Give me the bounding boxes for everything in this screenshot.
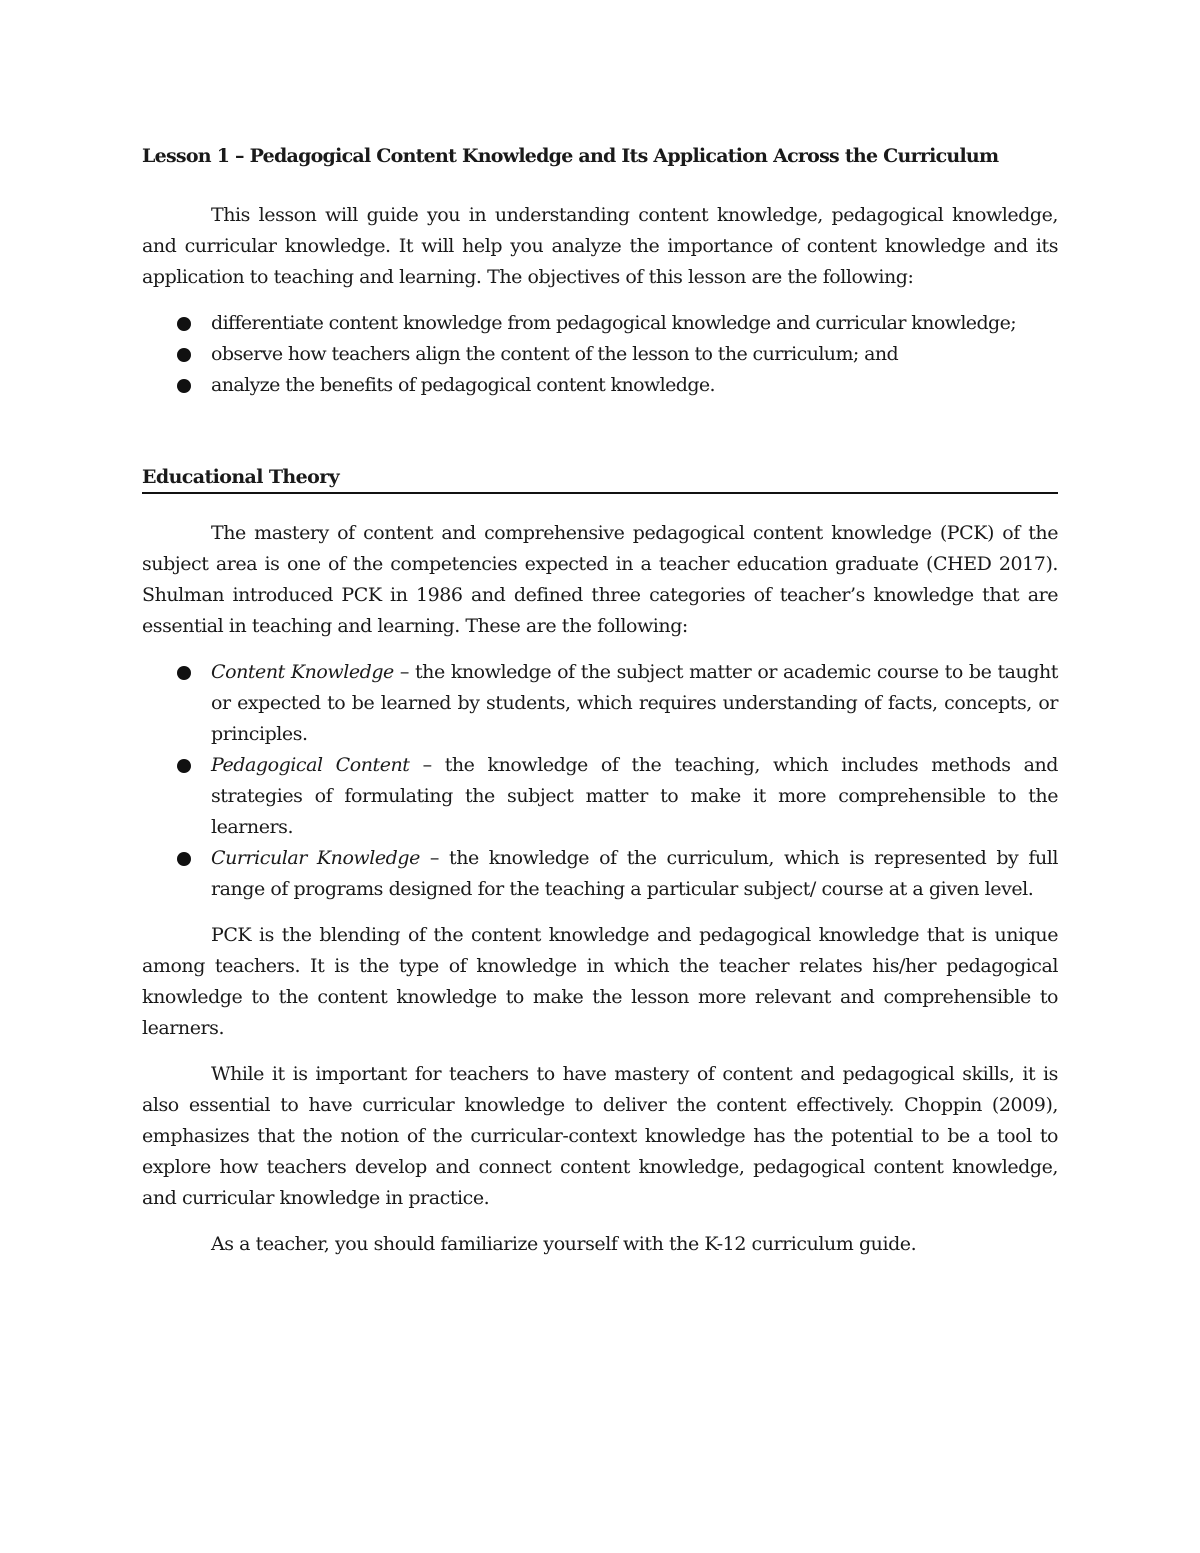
objective-text: observe how teachers align the content of the lesson to the curriculum; and [211, 343, 899, 365]
category-term: Content Knowledge [211, 661, 394, 683]
objective-item [142, 370, 1058, 401]
lesson-title: Lesson 1 – Pedagogical Content Knowledge and Its Application Across the Curriculum [142, 145, 999, 167]
bullet-icon [177, 852, 191, 866]
category-term: Pedagogical Content [211, 754, 410, 776]
theory-paragraph-3: While it is important for teachers to have mastery of content and pedagogical skills, it is also essential to have curricular knowledge to deliver the content effectively. Choppin (2009), emphasizes that the notion of the curricular-context knowledge has the potential to be a tool to explore how teachers develop and connect content knowledge, pedagogical content knowledge, and curricular knowledge in practice. [142, 1063, 1058, 1209]
theory-paragraph-4: As a teacher, you should familiarize yourself with the K-12 curriculum guide. [211, 1233, 917, 1255]
knowledge-categories-list [142, 657, 1058, 905]
objective-item [142, 339, 1058, 370]
bullet-icon [177, 348, 191, 362]
bullet-icon [177, 666, 191, 680]
lesson-intro-paragraph: This lesson will guide you in understanding content knowledge, pedagogical knowledge, and curricular knowledge. It will help you analyze the importance of content knowledge and its application to teaching and learning. The objectives of this lesson are the following: [142, 204, 1058, 288]
objective-item [142, 308, 1058, 339]
bullet-icon [177, 759, 191, 773]
bullet-icon [177, 379, 191, 393]
section-heading: Educational Theory [142, 462, 1058, 494]
theory-paragraph-2: PCK is the blending of the content knowledge and pedagogical knowledge that is unique among teachers. It is the type of knowledge in which the teacher relates his/her pedagogical knowledge to the content knowledge to make the lesson more relevant and comprehensible to learners. [142, 924, 1058, 1039]
category-definition: – the knowledge of the subject matter or academic course to be taught or expected to be learned by students, which requires understanding of facts, concepts, or principles. [211, 661, 1058, 745]
category-definition: – the knowledge of the teaching, which includes methods and strategies of formulating the subject matter to make it more comprehensible to the learners. [211, 754, 1058, 838]
category-definition: – the knowledge of the curriculum, which is represented by full range of programs designed for the teaching a particular subject/ course at a given level. [211, 847, 1058, 900]
category-item [142, 843, 1058, 905]
bullet-icon [177, 317, 191, 331]
document-page [142, 140, 1058, 1275]
objective-text: differentiate content knowledge from pedagogical knowledge and curricular knowledge; [211, 312, 1017, 334]
objectives-list [142, 308, 1058, 401]
theory-paragraph-1: The mastery of content and comprehensive pedagogical content knowledge (PCK) of the subject area is one of the competencies expected in a teacher education graduate (CHED 2017). Shulman introduced PCK in 1986 and defined three categories of teacher’s knowledge that are essential in teaching and learning. These are the following: [142, 522, 1058, 637]
category-item [142, 750, 1058, 843]
category-term: Curricular Knowledge [211, 847, 420, 869]
category-item [142, 657, 1058, 750]
objective-text: analyze the benefits of pedagogical content knowledge. [211, 374, 715, 396]
